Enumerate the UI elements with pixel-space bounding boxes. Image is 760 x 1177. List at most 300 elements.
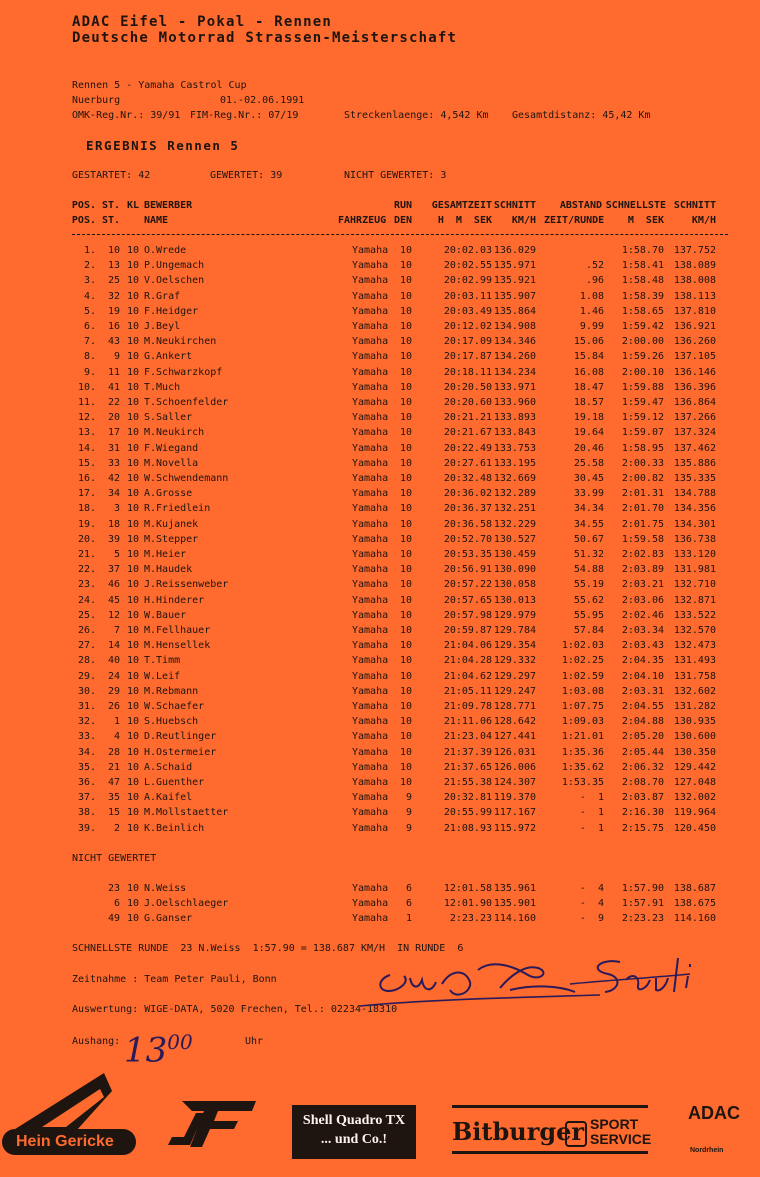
cell-bike: Yamaha <box>352 518 389 530</box>
cell-name: P.Ungemach <box>144 260 205 272</box>
cell-speed: 128.771 <box>493 701 536 712</box>
cell-total: 20:56.91 <box>443 564 492 576</box>
cell-fspeed: 130.935 <box>673 716 716 728</box>
cell-pos: 35. <box>77 761 96 773</box>
cell-total: 21:08.93 <box>443 822 492 834</box>
shell-quadro-logo <box>292 1105 416 1159</box>
not-classified-title: NICHT GEWERTET <box>72 853 157 864</box>
cell-laps: 10 <box>399 351 412 363</box>
cell-laps: 10 <box>399 321 412 332</box>
cell-speed: 129.332 <box>493 655 536 667</box>
cell-pos: 27. <box>77 640 96 652</box>
cell-kl: 10 <box>126 640 139 652</box>
cell-laps: 10 <box>399 746 412 758</box>
cell-pos: 36. <box>77 777 96 788</box>
cell-gap: 1.46 <box>579 305 604 317</box>
cell-laps: 10 <box>399 336 412 348</box>
cell-gap: 1:35.62 <box>561 761 604 773</box>
cell-fspeed: 138.089 <box>673 260 716 272</box>
cell-pos: 25. <box>77 609 96 621</box>
cell-laps: 10 <box>399 640 412 652</box>
cell-speed: 129.354 <box>493 640 536 652</box>
cell-kl: 10 <box>126 321 139 332</box>
cell-pos: 39. <box>77 822 96 834</box>
cell-laps: 10 <box>399 275 412 287</box>
cell-name: V.Oelschen <box>144 275 205 287</box>
cell-speed: 135.864 <box>493 305 536 317</box>
cell-pos: 37. <box>77 792 96 804</box>
cell-gap: 34.55 <box>573 518 604 530</box>
cell-total: 20:20.60 <box>443 397 492 408</box>
jf-logo <box>168 1099 258 1149</box>
cell-name: R.Graf <box>144 290 181 302</box>
cell-fspeed: 130.350 <box>673 746 716 758</box>
h1-pos: POS. <box>71 200 96 211</box>
omk-reg: OMK-Reg.Nr.: 39/91 <box>72 110 181 121</box>
cell-st: 42 <box>107 473 120 484</box>
not-classified-count: NICHT GEWERTET: 3 <box>344 170 447 181</box>
h2-name: NAME <box>144 215 169 226</box>
cell-pos: 1. <box>83 245 96 256</box>
cell-kl: 10 <box>126 488 139 500</box>
cell-kl: 10 <box>126 594 139 606</box>
h1-total: GESAMTZEIT <box>431 200 492 211</box>
cell-fspeed: 138.675 <box>673 898 716 910</box>
cell-fspeed: 136.396 <box>673 381 716 393</box>
cell-kl: 10 <box>126 336 139 348</box>
cell-kl: 10 <box>126 564 139 576</box>
cell-pos: 11. <box>77 397 96 408</box>
cell-fspeed: 129.442 <box>673 761 716 773</box>
h1-run: RUN <box>393 200 412 211</box>
cell-bike: Yamaha <box>352 488 389 500</box>
cell-fastest: 2:16.30 <box>621 807 664 819</box>
cell-st: 18 <box>107 518 120 530</box>
cell-pos: 5. <box>83 305 96 317</box>
cell-total: 20:20.50 <box>443 381 492 393</box>
race-dates: 01.-02.06.1991 <box>220 95 305 106</box>
cell-speed: 135.921 <box>493 275 536 287</box>
cell-fastest: 2:04.35 <box>621 655 664 667</box>
cell-pos: 22. <box>77 564 96 576</box>
cell-name: F.Heidger <box>144 305 199 317</box>
cell-total: 21:05.11 <box>443 685 492 697</box>
cell-speed: 117.167 <box>493 807 536 819</box>
cell-fastest: 2:02.83 <box>621 549 664 560</box>
cell-kl: 10 <box>126 701 139 712</box>
cell-laps: 10 <box>399 609 412 621</box>
cell-fastest: 2:03.43 <box>621 640 664 652</box>
cell-st: 1 <box>113 716 120 728</box>
cell-name: W.Schwendemann <box>144 473 229 484</box>
cell-st: 6 <box>113 898 120 910</box>
cell-bike: Yamaha <box>352 807 389 819</box>
cell-fspeed: 132.570 <box>673 625 716 636</box>
cell-pos: 18. <box>77 503 96 515</box>
cell-total: 20:55.99 <box>443 807 492 819</box>
cell-bike: Yamaha <box>352 640 389 652</box>
cell-pos: 31. <box>77 701 96 712</box>
cell-speed: 130.058 <box>493 579 536 591</box>
h2-st: ST. <box>101 215 120 226</box>
cell-name: M.Heier <box>144 549 187 560</box>
cell-total: 12:01.58 <box>443 883 492 894</box>
cell-total: 20:18.11 <box>443 366 492 378</box>
cell-name: M.Mollstaetter <box>144 807 229 819</box>
cell-gap: 16.08 <box>573 366 604 378</box>
cell-speed: 133.195 <box>493 457 536 469</box>
cell-laps: 10 <box>399 761 412 773</box>
cell-speed: 134.908 <box>493 321 536 332</box>
cell-st: 25 <box>107 275 120 287</box>
bitburger-text: Bitburger <box>452 1117 585 1146</box>
cell-fspeed: 135.335 <box>673 473 716 484</box>
cell-gap: 55.95 <box>573 609 604 621</box>
cell-gap: 33.99 <box>573 488 604 500</box>
cell-st: 19 <box>107 305 120 317</box>
cell-bike: Yamaha <box>352 351 389 363</box>
cell-name: G.Ankert <box>144 351 193 363</box>
cell-fastest: 2:03.89 <box>621 564 664 576</box>
cell-total: 12:01.90 <box>443 898 492 910</box>
cell-fspeed: 119.964 <box>673 807 716 819</box>
sponsor-bar <box>0 1065 760 1175</box>
cell-total: 20:17.87 <box>443 351 492 363</box>
signature-text <box>600 960 603 961</box>
cell-total: 20:21.21 <box>443 412 492 424</box>
result-title: ERGEBNIS Rennen 5 <box>86 138 240 153</box>
cell-laps: 10 <box>399 397 412 408</box>
fastest-lap-note: SCHNELLSTE RUNDE 23 N.Weiss 1:57.90 = 138.687 KM/H IN RUNDE 6 <box>72 943 464 954</box>
cell-total: 20:59.87 <box>443 625 492 636</box>
cell-speed: 130.013 <box>493 594 536 606</box>
cell-laps: 10 <box>399 260 412 272</box>
cell-pos: 14. <box>77 442 96 454</box>
cell-fastest: 1:58.39 <box>621 290 664 302</box>
cell-fspeed: 132.871 <box>673 594 716 606</box>
cell-st: 34 <box>107 488 120 500</box>
cell-total: 21:37.65 <box>443 761 492 773</box>
cell-st: 37 <box>107 564 120 576</box>
cell-total: 21:04.28 <box>443 655 492 667</box>
cell-kl: 10 <box>126 503 139 515</box>
cell-kl: 10 <box>126 397 139 408</box>
cell-bike: Yamaha <box>352 731 389 743</box>
cell-bike: Yamaha <box>352 746 389 758</box>
cell-gap: 34.34 <box>573 503 604 515</box>
cell-fastest: 2:08.70 <box>621 777 664 788</box>
cell-fastest: 1:59.12 <box>621 412 664 424</box>
cell-laps: 10 <box>399 290 412 302</box>
adac-text: ADAC <box>688 1103 740 1123</box>
cell-fastest: 2:03.31 <box>621 685 664 697</box>
cell-bike: Yamaha <box>352 898 389 910</box>
cell-pos: 2. <box>83 260 96 272</box>
shell-line1: Shell Quadro TX <box>302 1113 406 1128</box>
cell-name: O.Wrede <box>144 245 187 256</box>
cell-kl: 10 <box>126 275 139 287</box>
h2-speed: KM/H <box>511 215 536 226</box>
cell-speed: 135.971 <box>493 260 536 272</box>
cell-bike: Yamaha <box>352 503 389 515</box>
h1-name: BEWERBER <box>144 200 193 211</box>
cell-fspeed: 134.356 <box>673 503 716 515</box>
cell-fastest: 2:00.10 <box>621 366 664 378</box>
cell-name: M.Neukirch <box>144 427 205 439</box>
cell-gap: 54.88 <box>573 564 604 576</box>
cell-st: 21 <box>107 761 120 773</box>
cell-fspeed: 137.462 <box>673 442 716 454</box>
cell-fastest: 2:23.23 <box>621 913 664 925</box>
cell-speed: 128.642 <box>493 716 536 728</box>
cell-fspeed: 120.450 <box>673 822 716 834</box>
cell-bike: Yamaha <box>352 305 389 317</box>
cell-name: R.Friedlein <box>144 503 211 515</box>
cell-bike: Yamaha <box>352 594 389 606</box>
cell-laps: 9 <box>405 822 412 834</box>
sport-line1: SPORT <box>590 1116 639 1132</box>
cell-speed: 136.029 <box>493 245 536 256</box>
cell-fastest: 2:03.34 <box>621 625 664 636</box>
cell-name: G.Ganser <box>144 913 193 925</box>
cell-kl: 10 <box>126 609 139 621</box>
cell-fastest: 2:03.06 <box>621 594 664 606</box>
cell-kl: 10 <box>126 351 139 363</box>
cell-pos: 12. <box>77 412 96 424</box>
race-name: Rennen 5 - Yamaha Castrol Cup <box>72 80 247 91</box>
cell-st: 26 <box>107 701 120 712</box>
cell-total: 21:55.38 <box>443 777 492 788</box>
cell-st: 13 <box>107 260 120 272</box>
total-distance: Gesamtdistanz: 45,42 Km <box>512 110 651 121</box>
cell-st: 12 <box>107 609 120 621</box>
cell-name: T.Schoenfelder <box>144 397 229 408</box>
cell-fastest: 1:58.65 <box>621 305 664 317</box>
cell-kl: 10 <box>126 381 139 393</box>
cell-fastest: 1:57.91 <box>621 898 664 910</box>
cell-laps: 10 <box>399 473 412 484</box>
cell-laps: 10 <box>399 655 412 667</box>
cell-laps: 10 <box>399 579 412 591</box>
cell-speed: 132.289 <box>493 488 536 500</box>
cell-bike: Yamaha <box>352 579 389 591</box>
cell-fspeed: 136.921 <box>673 321 716 332</box>
cell-kl: 10 <box>126 731 139 743</box>
cell-gap: .52 <box>585 260 604 272</box>
cell-bike: Yamaha <box>352 533 389 545</box>
cell-bike: Yamaha <box>352 822 389 834</box>
cell-gap: 19.64 <box>573 427 604 439</box>
cell-fspeed: 138.008 <box>673 275 716 287</box>
cell-fspeed: 132.602 <box>673 685 716 697</box>
cell-pos: 20. <box>77 533 96 545</box>
cell-laps: 10 <box>399 549 412 560</box>
cell-name: J.Beyl <box>144 321 181 332</box>
cell-bike: Yamaha <box>352 777 389 788</box>
cell-total: 20:12.02 <box>443 321 492 332</box>
cell-gap: 1:02.03 <box>561 640 604 652</box>
cell-gap: 25.58 <box>573 457 604 469</box>
cell-fastest: 2:01.31 <box>621 488 664 500</box>
cell-pos: 9. <box>83 366 96 378</box>
cell-pos: 10. <box>77 381 96 393</box>
cell-st: 29 <box>107 685 120 697</box>
cell-laps: 10 <box>399 731 412 743</box>
cell-total: 20:36.58 <box>443 518 492 530</box>
sport-line2: SERVICE <box>590 1131 652 1147</box>
cell-pos: 30. <box>77 685 96 697</box>
cell-fastest: 1:59.88 <box>621 381 664 393</box>
cell-pos: 15. <box>77 457 96 469</box>
cell-fastest: 1:59.07 <box>621 427 664 439</box>
cell-speed: 129.979 <box>493 609 536 621</box>
cell-speed: 134.234 <box>493 366 536 378</box>
cell-fspeed: 127.048 <box>673 777 716 788</box>
cell-bike: Yamaha <box>352 457 389 469</box>
cell-speed: 124.307 <box>493 777 536 788</box>
cell-total: 21:23.04 <box>443 731 492 743</box>
cell-pos: 38. <box>77 807 96 819</box>
cell-laps: 10 <box>399 564 412 576</box>
cell-st: 39 <box>107 533 120 545</box>
cell-fastest: 2:00.00 <box>621 336 664 348</box>
cell-name: W.Bauer <box>144 609 187 621</box>
cell-laps: 10 <box>399 503 412 515</box>
cell-fspeed: 131.493 <box>673 655 716 667</box>
cell-kl: 10 <box>126 883 139 894</box>
cell-gap: 1:09.03 <box>561 716 604 728</box>
cell-kl: 10 <box>126 260 139 272</box>
posted-label: Aushang: <box>72 1036 121 1047</box>
header-line2: Deutsche Motorrad Strassen-Meisterschaft <box>72 30 458 46</box>
cell-kl: 10 <box>126 412 139 424</box>
cell-bike: Yamaha <box>352 336 389 348</box>
cell-laps: 6 <box>405 898 412 910</box>
cell-laps: 10 <box>399 685 412 697</box>
cell-gap: 55.62 <box>573 594 604 606</box>
cell-fspeed: 136.260 <box>673 336 716 348</box>
cell-gap: - 9 <box>579 913 604 925</box>
cell-kl: 10 <box>126 625 139 636</box>
cell-st: 11 <box>107 366 120 378</box>
cell-bike: Yamaha <box>352 685 389 697</box>
hein-gericke-logo <box>2 1069 136 1159</box>
cell-total: 21:09.78 <box>443 701 492 712</box>
cell-pos: 19. <box>77 518 96 530</box>
h1-fastest: SCHNELLSTE <box>605 200 666 211</box>
cell-total: 20:02.03 <box>443 245 492 256</box>
cell-speed: 132.251 <box>493 503 536 515</box>
cell-name: M.Fellhauer <box>144 625 211 636</box>
cell-fastest: 2:00.33 <box>621 457 664 469</box>
cell-laps: 10 <box>399 442 412 454</box>
cell-total: 20:03.11 <box>443 290 492 302</box>
cell-fspeed: 131.981 <box>673 564 716 576</box>
jf-emblem <box>168 1099 258 1149</box>
cell-gap: 1:07.75 <box>561 701 604 712</box>
cell-speed: 132.229 <box>493 518 536 530</box>
cell-pos: 7. <box>83 336 96 348</box>
cell-st: 46 <box>107 579 120 591</box>
cell-pos: 34. <box>77 746 96 758</box>
cell-speed: 126.006 <box>493 761 536 773</box>
cell-fspeed: 134.301 <box>673 518 716 530</box>
cell-fastest: 2:05.20 <box>621 731 664 743</box>
cell-bike: Yamaha <box>352 609 389 621</box>
bitburger-sport-logo <box>452 1105 652 1157</box>
cell-bike: Yamaha <box>352 427 389 439</box>
cell-fastest: 2:01.70 <box>621 503 664 515</box>
cell-gap: - 1 <box>579 807 604 819</box>
cell-kl: 10 <box>126 366 139 378</box>
sport-service-text <box>590 1117 651 1147</box>
cell-kl: 10 <box>126 473 139 484</box>
cell-gap: 1:02.25 <box>561 655 604 667</box>
cell-bike: Yamaha <box>352 655 389 667</box>
h2-total: H M SEK <box>437 215 492 226</box>
cell-speed: 115.972 <box>493 822 536 834</box>
cell-fspeed: 138.687 <box>673 883 716 894</box>
cell-laps: 10 <box>399 427 412 439</box>
cell-speed: 126.031 <box>493 746 536 758</box>
cell-gap: 1:03.08 <box>561 685 604 697</box>
cell-speed: 133.893 <box>493 412 536 424</box>
cell-laps: 10 <box>399 716 412 728</box>
cell-kl: 10 <box>126 746 139 758</box>
cell-total: 20:22.49 <box>443 442 492 454</box>
cell-speed: 114.160 <box>493 913 536 925</box>
cell-laps: 1 <box>405 913 412 925</box>
cell-bike: Yamaha <box>352 321 389 332</box>
cell-gap: 57.84 <box>573 625 604 636</box>
cell-st: 2 <box>113 822 120 834</box>
cell-laps: 10 <box>399 625 412 636</box>
cell-total: 21:11.06 <box>443 716 492 728</box>
cell-st: 45 <box>107 594 120 606</box>
cell-st: 15 <box>107 807 120 819</box>
cell-total: 20:27.61 <box>443 457 492 469</box>
cell-bike: Yamaha <box>352 245 389 256</box>
posted-time <box>124 1022 193 1070</box>
cell-fastest: 2:03.87 <box>621 792 664 804</box>
cell-gap: 1.08 <box>579 290 604 302</box>
cell-name: F.Wiegand <box>144 442 199 454</box>
cell-total: 21:04.62 <box>443 670 492 682</box>
cell-total: 20:57.65 <box>443 594 492 606</box>
cell-fastest: 2:15.75 <box>621 822 664 834</box>
classified-count: GEWERTET: 39 <box>210 170 283 181</box>
cell-gap: 1:02.59 <box>561 670 604 682</box>
cell-fastest: 1:58.48 <box>621 275 664 287</box>
cell-bike: Yamaha <box>352 564 389 576</box>
cell-name: T.Much <box>144 381 181 393</box>
cell-total: 20:53.35 <box>443 549 492 560</box>
cell-pos: 16. <box>77 473 96 484</box>
cell-laps: 10 <box>399 594 412 606</box>
cell-fastest: 2:05.44 <box>621 746 664 758</box>
cell-bike: Yamaha <box>352 442 389 454</box>
h2-gap: ZEIT/RUNDE <box>544 215 605 226</box>
cell-gap: 1:53.35 <box>561 777 604 788</box>
cell-total: 20:21.67 <box>443 427 492 439</box>
cell-speed: 133.960 <box>493 397 536 408</box>
cell-total: 20:57.22 <box>443 579 492 591</box>
cell-name: A.Schaid <box>144 761 193 773</box>
h1-fspeed: SCHNITT <box>673 200 716 211</box>
h2-pos: POS. <box>71 215 96 226</box>
cell-total: 2:23.23 <box>449 913 492 925</box>
cell-bike: Yamaha <box>352 473 389 484</box>
